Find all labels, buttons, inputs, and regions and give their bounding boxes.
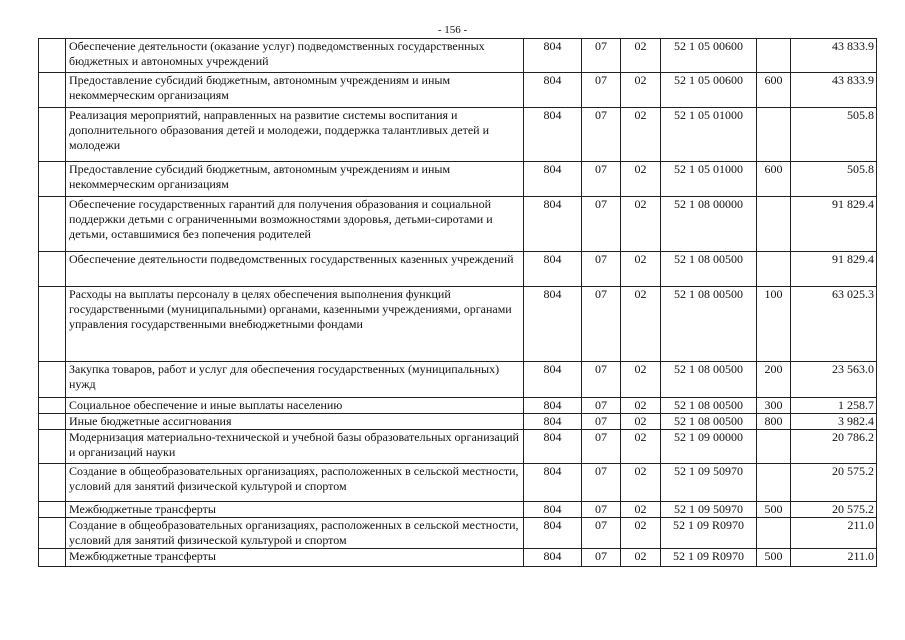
amount-cell: 211.0	[791, 549, 877, 567]
item-name-cell: Создание в общеобразовательных организациях, расположенных в сельской местности, условий для занятий физической культурой и спортом	[66, 518, 524, 549]
subsection-code-cell: 02	[621, 362, 661, 398]
expense-type-cell: 200	[757, 362, 791, 398]
target-article-cell: 52 1 05 01000	[661, 162, 757, 197]
item-name-cell: Обеспечение деятельности (оказание услуг) подведомственных государственных бюджетных и автономных учреждений	[66, 39, 524, 73]
section-code-cell: 07	[582, 252, 621, 287]
subsection-code-cell: 02	[621, 430, 661, 464]
subsection-code-cell: 02	[621, 549, 661, 567]
item-name-cell: Расходы на выплаты персоналу в целях обеспечения выполнения функций государственными (муниципальными) органами, казенными учреждениями, органами управления государственными внебюджетными фондами	[66, 287, 524, 362]
section-code-cell: 07	[582, 108, 621, 162]
table-row	[39, 502, 877, 518]
subsection-code-cell: 02	[621, 502, 661, 518]
target-article-cell: 52 1 08 00500	[661, 398, 757, 414]
index-cell	[39, 518, 66, 549]
index-cell	[39, 549, 66, 567]
section-code-cell: 07	[582, 518, 621, 549]
item-name-cell: Межбюджетные трансферты	[66, 502, 524, 518]
item-name-cell: Обеспечение деятельности подведомственных государственных казенных учреждений	[66, 252, 524, 287]
ministry-code-cell: 804	[524, 108, 582, 162]
section-code-cell: 07	[582, 464, 621, 502]
budget-table	[38, 38, 877, 567]
index-cell	[39, 287, 66, 362]
subsection-code-cell: 02	[621, 518, 661, 549]
ministry-code-cell: 804	[524, 287, 582, 362]
amount-cell: 3 982.4	[791, 414, 877, 430]
amount-cell: 63 025.3	[791, 287, 877, 362]
item-name-cell: Предоставление субсидий бюджетным, автономным учреждениям и иным некоммерческим организациям	[66, 73, 524, 108]
expense-type-cell: 600	[757, 73, 791, 108]
page-number: - 156 -	[437, 24, 468, 36]
target-article-cell: 52 1 08 00500	[661, 362, 757, 398]
ministry-code-cell: 804	[524, 162, 582, 197]
item-name-cell: Создание в общеобразовательных организациях, расположенных в сельской местности, условий для занятий физической культурой и спортом	[66, 464, 524, 502]
table-row	[39, 398, 877, 414]
subsection-code-cell: 02	[621, 252, 661, 287]
section-code-cell: 07	[582, 73, 621, 108]
item-name-cell: Предоставление субсидий бюджетным, автономным учреждениям и иным некоммерческим организациям	[66, 162, 524, 197]
section-code-cell: 07	[582, 502, 621, 518]
table-row	[39, 197, 877, 252]
section-code-cell: 07	[582, 162, 621, 197]
expense-type-cell: 500	[757, 502, 791, 518]
expense-type-cell	[757, 518, 791, 549]
expense-type-cell: 300	[757, 398, 791, 414]
index-cell	[39, 39, 66, 73]
index-cell	[39, 502, 66, 518]
amount-cell: 20 575.2	[791, 464, 877, 502]
expense-type-cell	[757, 197, 791, 252]
target-article-cell: 52 1 09 50970	[661, 502, 757, 518]
amount-cell: 43 833.9	[791, 73, 877, 108]
expense-type-cell	[757, 108, 791, 162]
expense-type-cell	[757, 252, 791, 287]
subsection-code-cell: 02	[621, 108, 661, 162]
expense-type-cell: 600	[757, 162, 791, 197]
amount-cell: 505.8	[791, 162, 877, 197]
subsection-code-cell: 02	[621, 414, 661, 430]
target-article-cell: 52 1 08 00500	[661, 252, 757, 287]
section-code-cell: 07	[582, 549, 621, 567]
table-row	[39, 39, 877, 73]
expense-type-cell: 500	[757, 549, 791, 567]
index-cell	[39, 252, 66, 287]
ministry-code-cell: 804	[524, 464, 582, 502]
amount-cell: 91 829.4	[791, 252, 877, 287]
ministry-code-cell: 804	[524, 414, 582, 430]
table-row	[39, 464, 877, 502]
target-article-cell: 52 1 05 00600	[661, 73, 757, 108]
ministry-code-cell: 804	[524, 362, 582, 398]
table-row	[39, 252, 877, 287]
amount-cell: 23 563.0	[791, 362, 877, 398]
item-name-cell: Модернизация материально-технической и учебной базы образовательных организаций и организаций науки	[66, 430, 524, 464]
target-article-cell: 52 1 09 R0970	[661, 549, 757, 567]
index-cell	[39, 197, 66, 252]
table-row	[39, 108, 877, 162]
section-code-cell: 07	[582, 197, 621, 252]
target-article-cell: 52 1 08 00500	[661, 414, 757, 430]
index-cell	[39, 398, 66, 414]
ministry-code-cell: 804	[524, 398, 582, 414]
item-name-cell: Обеспечение государственных гарантий для получения образования и социальной поддержки детьми с ограниченными возможностями здоровья, детьми-сиротами и детьми, оставшимися без попечения родителей	[66, 197, 524, 252]
target-article-cell: 52 1 08 00500	[661, 287, 757, 362]
item-name-cell: Иные бюджетные ассигнования	[66, 414, 524, 430]
ministry-code-cell: 804	[524, 73, 582, 108]
table-row	[39, 518, 877, 549]
index-cell	[39, 108, 66, 162]
section-code-cell: 07	[582, 398, 621, 414]
amount-cell: 43 833.9	[791, 39, 877, 73]
expense-type-cell	[757, 464, 791, 502]
expense-type-cell: 800	[757, 414, 791, 430]
target-article-cell: 52 1 05 00600	[661, 39, 757, 73]
ministry-code-cell: 804	[524, 549, 582, 567]
subsection-code-cell: 02	[621, 197, 661, 252]
amount-cell: 20 786.2	[791, 430, 877, 464]
table-row	[39, 287, 877, 362]
index-cell	[39, 362, 66, 398]
ministry-code-cell: 804	[524, 197, 582, 252]
ministry-code-cell: 804	[524, 518, 582, 549]
ministry-code-cell: 804	[524, 252, 582, 287]
table-row	[39, 362, 877, 398]
section-code-cell: 07	[582, 414, 621, 430]
section-code-cell: 07	[582, 287, 621, 362]
subsection-code-cell: 02	[621, 73, 661, 108]
amount-cell: 505.8	[791, 108, 877, 162]
target-article-cell: 52 1 09 00000	[661, 430, 757, 464]
subsection-code-cell: 02	[621, 464, 661, 502]
index-cell	[39, 414, 66, 430]
amount-cell: 211.0	[791, 518, 877, 549]
item-name-cell: Закупка товаров, работ и услуг для обеспечения государственных (муниципальных) нужд	[66, 362, 524, 398]
index-cell	[39, 162, 66, 197]
table-row	[39, 430, 877, 464]
expense-type-cell	[757, 39, 791, 73]
item-name-cell: Реализация мероприятий, направленных на развитие системы воспитания и дополнительного образования детей и молодежи, поддержка талантливых детей и молодежи	[66, 108, 524, 162]
section-code-cell: 07	[582, 39, 621, 73]
amount-cell: 20 575.2	[791, 502, 877, 518]
section-code-cell: 07	[582, 430, 621, 464]
target-article-cell: 52 1 05 01000	[661, 108, 757, 162]
section-code-cell: 07	[582, 362, 621, 398]
expense-type-cell	[757, 430, 791, 464]
target-article-cell: 52 1 09 50970	[661, 464, 757, 502]
expense-type-cell: 100	[757, 287, 791, 362]
ministry-code-cell: 804	[524, 430, 582, 464]
ministry-code-cell: 804	[524, 39, 582, 73]
subsection-code-cell: 02	[621, 287, 661, 362]
table-row	[39, 414, 877, 430]
amount-cell: 91 829.4	[791, 197, 877, 252]
target-article-cell: 52 1 08 00000	[661, 197, 757, 252]
subsection-code-cell: 02	[621, 39, 661, 73]
subsection-code-cell: 02	[621, 162, 661, 197]
index-cell	[39, 430, 66, 464]
subsection-code-cell: 02	[621, 398, 661, 414]
index-cell	[39, 73, 66, 108]
index-cell	[39, 464, 66, 502]
table-row	[39, 162, 877, 197]
ministry-code-cell: 804	[524, 502, 582, 518]
item-name-cell: Социальное обеспечение и иные выплаты населению	[66, 398, 524, 414]
item-name-cell: Межбюджетные трансферты	[66, 549, 524, 567]
amount-cell: 1 258.7	[791, 398, 877, 414]
target-article-cell: 52 1 09 R0970	[661, 518, 757, 549]
table-row	[39, 549, 877, 567]
table-row	[39, 73, 877, 108]
